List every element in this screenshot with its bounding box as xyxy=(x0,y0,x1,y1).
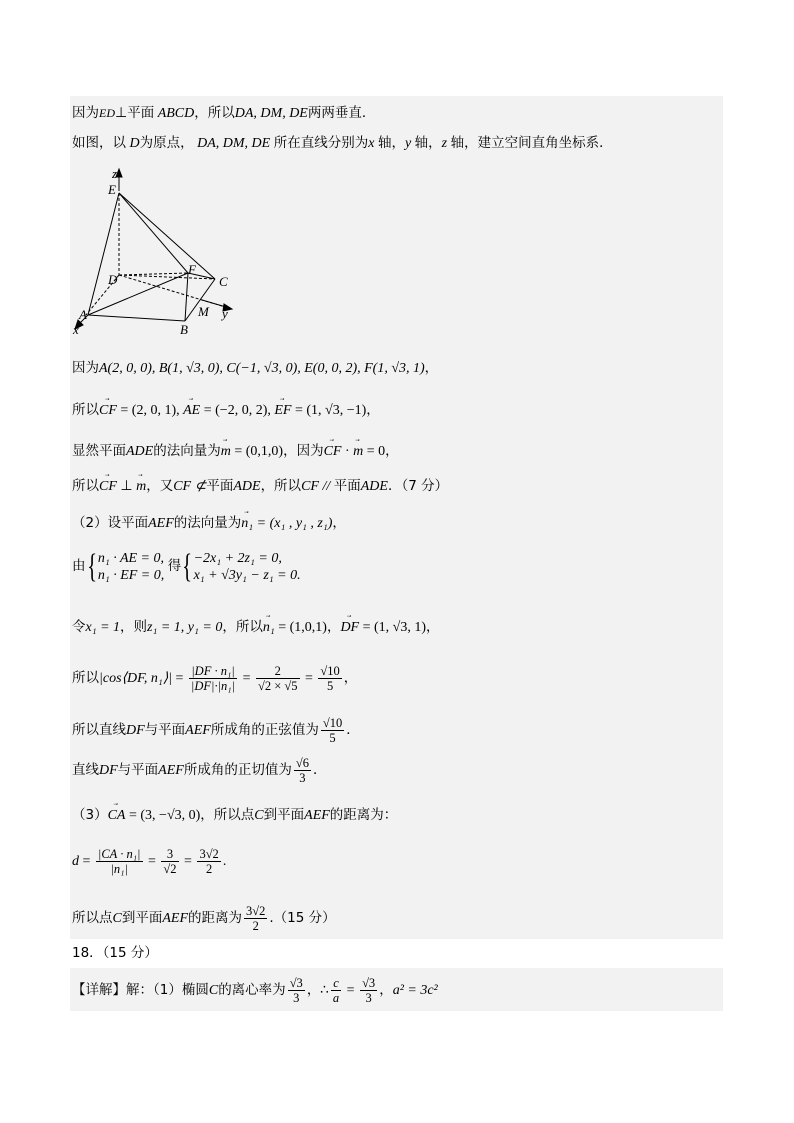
text-line-6: 所以⃗ CF ⊥ ⃗ m，又CF ⊄平面ADE，所以CF // 平面ADE．（7 分） xyxy=(72,477,448,496)
fig-label-M: M xyxy=(198,304,209,319)
text-line-9: 令x₁ = 1，则z₁ = 1, y₁ = 0，所以⃗ n₁ = (1,0,1)，⃗ DF = (1, √3, 1)， xyxy=(72,618,440,637)
fig-label-x: x xyxy=(73,322,79,337)
text-line-7: （2）设平面AEF的法向量为⃗ n₁ = (x₁ , y₁ , z₁)， xyxy=(72,514,346,533)
fig-label-D: D xyxy=(108,272,118,287)
text-line-14: d = $\frac{\text{|CA · n₁|}}{\text{|n₁|}}$ = $\frac{3}{√2}$ = $\frac{3√2}{2}$ . xyxy=(72,847,227,877)
fig-label-z: z xyxy=(112,166,118,181)
fig-label-B: B xyxy=(180,322,188,337)
text-line-17: 【详解】解：（1）椭圆C的离心率为 $\frac{√3}{3}$ ，∴ $\frac{c}{a}$ = $\frac{√3}{3}$ ，a² = 3c² xyxy=(72,976,438,1006)
question-number-18: 18．（15 分） xyxy=(72,945,158,961)
coordinate-figure xyxy=(72,165,242,340)
text-line-4: 所以⃗ CF = (2, 0, 1), ⃗ AE = (−2, 0, 2), ⃗ EF = (1, √3, −1)， xyxy=(72,401,380,420)
fig-label-A: A xyxy=(79,307,87,322)
text-line-2: 如图，以 D为原点， DA, DM, DE 所在直线分别为x 轴，y 轴，z 轴，建立空间直角坐标系． xyxy=(72,135,613,151)
text-line-11: 所以直线DF与平面AEF所成角的正弦值为 $\frac{√10}{5}$ ． xyxy=(72,716,360,746)
text-line-10: 所以|cos⟨DF, n₁⟩| = $\frac{\text{|DF · n₁|}}{\text{|DF|·|n₁|}}$ = $\frac{2}{√2 \times √5}$ = $\frac{√10}{5}$ ， xyxy=(72,664,358,694)
fig-label-F: F xyxy=(188,262,196,277)
text-line-1: 因为ED⊥平面 ABCD，所以DA, DM, DE两两垂直． xyxy=(72,105,376,121)
fig-label-y: y xyxy=(222,306,228,321)
text-line-13: （3）⃗ CA = (3, −√3, 0)，所以点C到平面AEF的距离为： xyxy=(72,806,397,825)
text-line-12: 直线DF与平面AEF所成角的正切值为 $\frac{√6}{3}$ ． xyxy=(72,756,327,786)
text-line-15: 所以点C到平面AEF的距离为 $\frac{3√2}{2}$ .（15 分） xyxy=(72,904,336,934)
fig-label-C: C xyxy=(219,274,228,289)
fig-label-E: E xyxy=(108,182,116,197)
text-line-3: 因为A(2, 0, 0), B(1, √3, 0), C(−1, √3, 0), E(0, 0, 2), F(1, √3, 1)， xyxy=(72,360,439,376)
text-line-8: 由{ n₁ · AE = 0, n₁ · EF = 0, 得{ −2x₁ + 2z₁ = 0, x₁ + √3y₁ − z₁ = 0. xyxy=(72,548,301,585)
text-line-5: 显然平面ADE的法向量为⃗ m = (0,1,0)，因为⃗ CF · ⃗ m = 0， xyxy=(72,442,399,461)
